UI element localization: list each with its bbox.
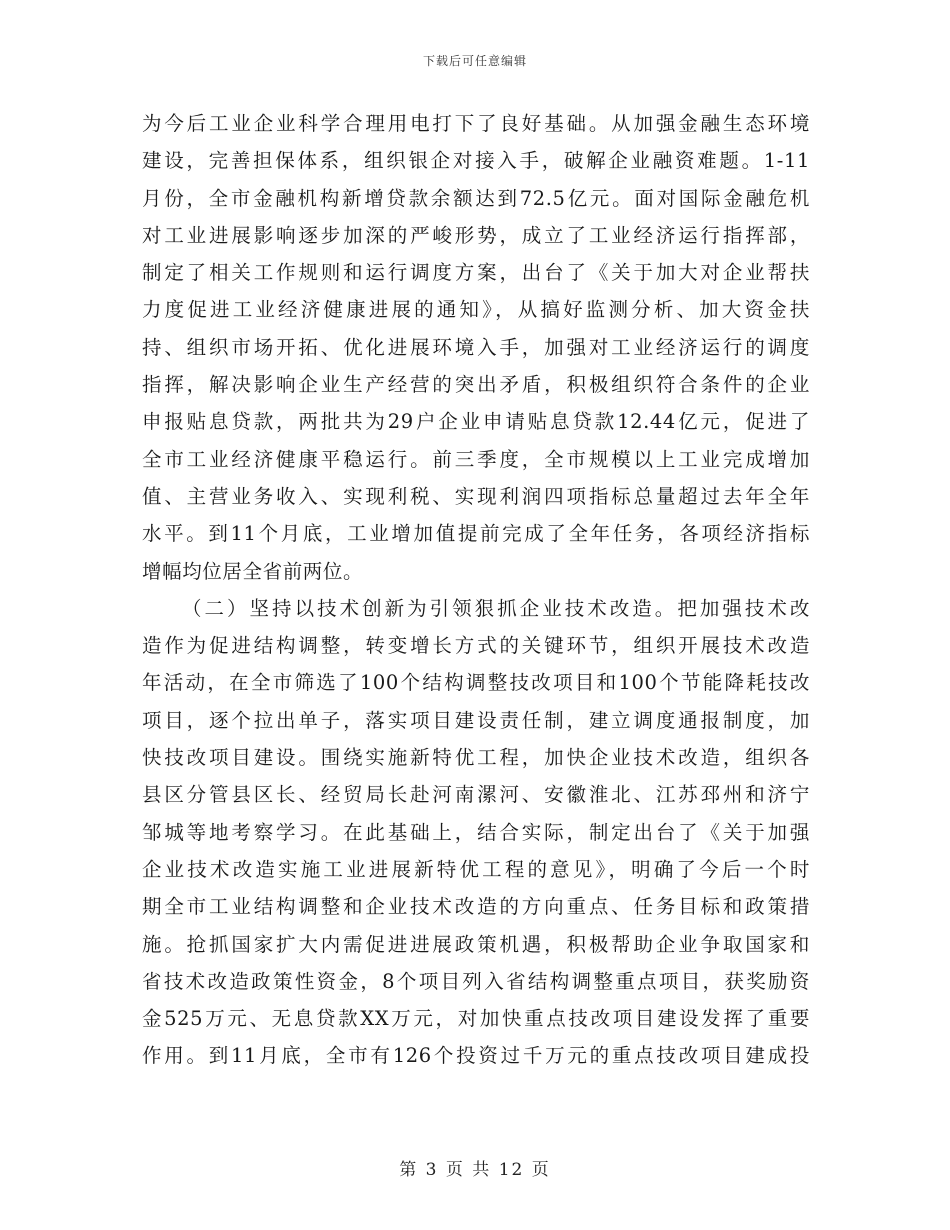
- body-line: 金525万元、无息贷款XX万元，对加快重点技改项目建设发挥了重要: [142, 1007, 810, 1031]
- body-line: 力度促进工业经济健康进展的通知》，从搞好监测分析、加大资金扶: [142, 298, 810, 322]
- body-line: 县区分管县区长、经贸局长赴河南漯河、安徽淮北、江苏邳州和济宁: [142, 783, 810, 807]
- body-line: 水平。到11个月底，工业增加值提前完成了全年任务，各项经济指标: [142, 522, 810, 546]
- body-line: 作用。到11月底，全市有126个投资过千万元的重点技改项目建成投: [142, 1044, 810, 1068]
- body-line: 值、主营业务收入、实现利税、实现利润四项指标总量超过去年全年: [142, 484, 810, 508]
- body-line: 建设，完善担保体系，组织银企对接入手，破解企业融资难题。1-11: [142, 149, 810, 173]
- body-line: 邹城等地考察学习。在此基础上，结合实际，制定出台了《关于加强: [142, 820, 810, 844]
- body-line: 快技改项目建设。围绕实施新特优工程，加快企业技术改造，组织各: [142, 746, 810, 770]
- section-heading-line: （二）坚持以技术创新为引领狠抓企业技术改造。把加强技术改: [182, 596, 810, 620]
- body-line: 企业技术改造实施工业进展新特优工程的意见》，明确了今后一个时: [142, 857, 810, 881]
- body-line: 指挥，解决影响企业生产经营的突出矛盾，积极组织符合条件的企业: [142, 373, 810, 397]
- body-line: 造作为促进结构调整，转变增长方式的关键环节，组织开展技术改造: [142, 634, 810, 658]
- page-number-footer: 第 3 页 共 12 页: [399, 1160, 551, 1180]
- document-body: [142, 105, 810, 1075]
- body-line: 为今后工业企业科学合理用电打下了良好基础。从加强金融生态环境: [142, 112, 810, 135]
- body-line: 对工业进展影响逐步加深的严峻形势，成立了工业经济运行指挥部，: [142, 223, 810, 247]
- body-line: 申报贴息贷款，两批共为29户企业申请贴息贷款12.44亿元，促进了: [142, 410, 810, 434]
- body-line: 期全市工业结构调整和企业技术改造的方向重点、任务目标和政策措: [142, 895, 810, 919]
- body-line: 项目，逐个拉出单子，落实项目建设责任制，建立调度通报制度，加: [142, 708, 810, 732]
- body-line: 年活动，在全市筛选了100个结构调整技改项目和100个节能降耗技改: [142, 671, 810, 695]
- body-line: 全市工业经济健康平稳运行。前三季度，全市规模以上工业完成增加: [142, 447, 810, 471]
- header-note: 下载后可任意编辑: [422, 54, 527, 68]
- body-line: 省技术改造政策性资金，8个项目列入省结构调整重点项目，获奖励资: [142, 969, 810, 993]
- body-line: 持、组织市场开拓、优化进展环境入手，加强对工业经济运行的调度: [142, 335, 810, 359]
- body-line: 增幅均位居全省前两位。: [142, 559, 364, 583]
- body-line: 制定了相关工作规则和运行调度方案，出台了《关于加大对企业帮扶: [142, 261, 810, 285]
- body-line: 月份，全市金融机构新增贷款余额达到72.5亿元。面对国际金融危机: [142, 186, 810, 210]
- body-line: 施。抢抓国家扩大内需促进进展政策机遇，积极帮助企业争取国家和: [142, 932, 810, 956]
